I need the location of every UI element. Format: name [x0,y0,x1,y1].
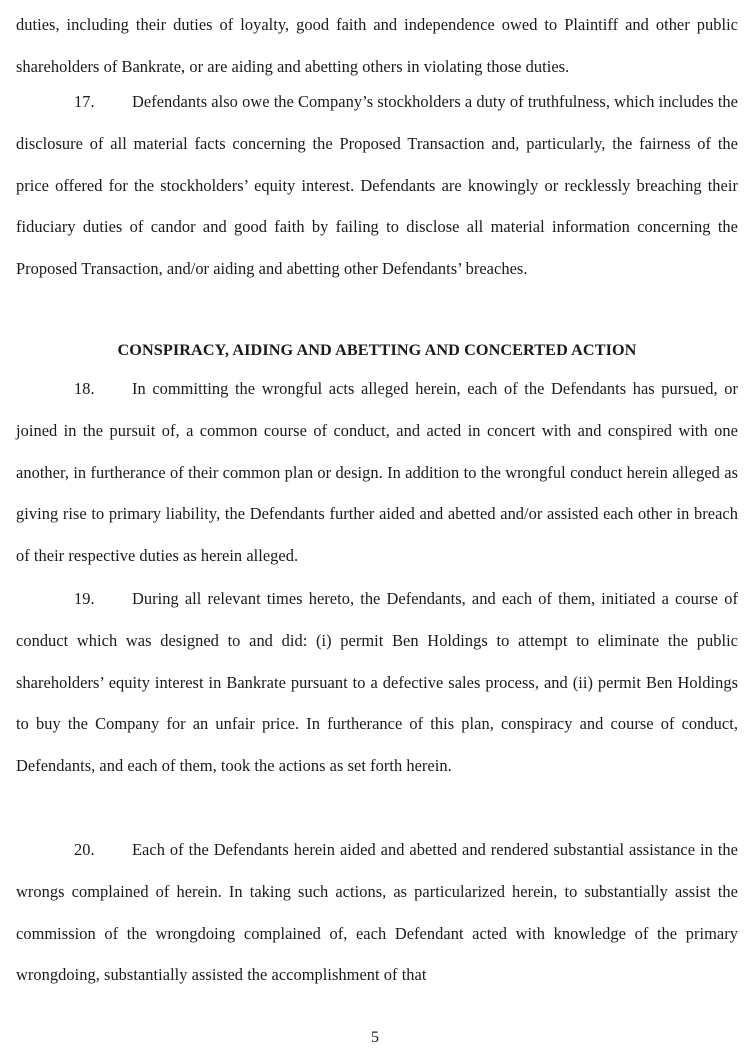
page-number: 5 [371,1029,379,1046]
paragraph-text: Each of the Defendants herein aided and abetted and rendered substantial assistance in the wrongs complained of herein. In taking such actions, as particularized herein, to substantially assist the commission of the wrongdoing complained of, each Defendant acted with knowledge of the primary wrongdoing, substantially assisted the accomplishment of that [16,840,738,985]
paragraph-text: Defendants also owe the Company’s stockholders a duty of truthfulness, which includes the disclosure of all material facts concerning the Proposed Transaction and, particularly, the fairness of the price offered for the stockholders’ equity interest. Defendants are knowingly or recklessly breaching their fiduciary duties of candor and good faith by failing to disclose all material information concerning the Proposed Transaction, and/or aiding and abetting other Defendants’ breaches. [16,92,738,279]
continuation-paragraph [16,4,738,88]
section-heading: CONSPIRACY, AIDING AND ABETTING AND CONCERTED ACTION [117,341,637,359]
paragraph-20 [16,829,738,996]
continuation-text: duties, including their duties of loyalty, good faith and independence owed to Plaintiff and other public shareholders of Bankrate, or are aiding and abetting others in violating those duties. [16,15,738,76]
paragraph-text: In committing the wrongful acts alleged herein, each of the Defendants has pursued, or joined in the pursuit of, a common course of conduct, and acted in concert with and conspired with one another, in furtherance of their common plan or design. In addition to the wrongful conduct herein alleged as giving rise to primary liability, the Defendants further aided and abetted and/or assisted each other in breach of their respective duties as herein alleged. [16,379,738,566]
paragraph-19 [16,578,738,787]
paragraph-number: 20. [74,840,95,859]
paragraph-text: During all relevant times hereto, the Defendants, and each of them, initiated a course of conduct which was designed to and did: (i) permit Ben Holdings to attempt to eliminate the public shareholders’ equity interest in Bankrate pursuant to a defective sales process, and (ii) permit Ben Holdings to buy the Company for an unfair price. In furtherance of this plan, conspiracy and course of conduct, Defendants, and each of them, took the actions as set forth herein. [16,589,738,776]
paragraph-number: 19. [74,589,95,608]
paragraph-number: 18. [74,379,95,398]
paragraph-17 [16,81,738,290]
paragraph-18 [16,368,738,577]
paragraph-number: 17. [74,92,95,111]
